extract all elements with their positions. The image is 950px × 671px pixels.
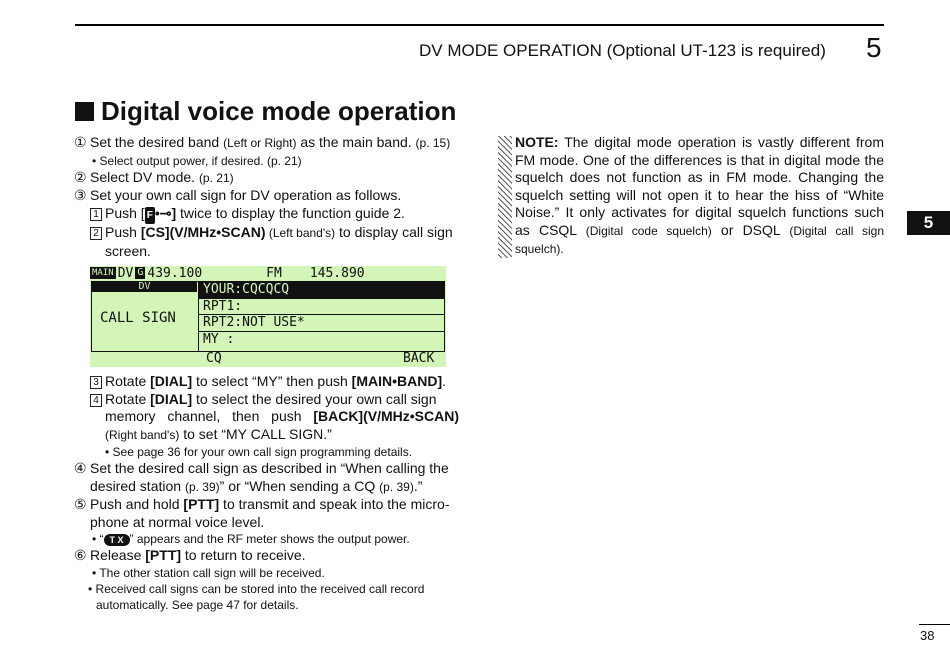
lcd-right-freq: 145.890 xyxy=(309,265,365,281)
lcd-call-sign-panel xyxy=(91,281,445,352)
lcd-right-mode: FM xyxy=(266,265,282,281)
lcd-mode: DV xyxy=(117,265,134,281)
lcd-row-your: YOUR:CQCQCQ xyxy=(199,282,445,299)
footer-rule xyxy=(919,624,950,625)
instruction-column xyxy=(74,134,459,613)
step-5-cont: phone at normal voice level. xyxy=(90,513,265,530)
lcd-row-rpt2: RPT2:NOT USE* xyxy=(199,315,445,332)
step-2: ② Select DV mode. (p. 21) xyxy=(74,168,234,185)
step-4-cont: desired station (p. 39)” or “When sending a CQ (p. 39).” xyxy=(90,477,423,494)
step-3-2: 2 Push [CS](V/MHz•SCAN) (Left band's) to display call sign xyxy=(74,224,459,243)
chapter-title: DV MODE OPERATION (Optional UT-123 is required) xyxy=(419,41,826,60)
step-3-note: • See page 36 for your own call sign programming details. xyxy=(105,445,413,459)
lcd-main-indicator: MAIN xyxy=(92,268,114,278)
lcd-call-sign-rows xyxy=(198,282,445,351)
note-text: NOTE: The digital mode operation is vastly different from FM mode. One of the differences is that in digital mode the squelch does not function as in FM mode. Changing the squelch setting will not open it to hear the hiss of “White Noise.” It only activates for digital squelch functions such as CSQL (Digital code squelch) or DSQL (Digital call sign squelch). xyxy=(515,134,884,256)
tx-indicator-icon: T X xyxy=(104,534,130,546)
lcd-call-sign-label: CALL SIGN xyxy=(100,310,176,326)
lcd-g-indicator: G xyxy=(137,267,144,278)
step-3-4-cont2: (Right band's) to set “MY CALL SIGN.” xyxy=(105,425,332,442)
note-hatch-icon xyxy=(498,136,512,258)
lcd-status-bar xyxy=(90,266,446,280)
note-label: NOTE: xyxy=(515,134,559,150)
step-6-note-2: • Received call signs can be stored into the received call record automatically. See page 47 for details. xyxy=(88,581,425,612)
function-key-icon: F xyxy=(145,207,155,225)
step-3-4-cont: memory channel, then push [BACK](V/MHz•SCAN) xyxy=(105,408,459,424)
step-6-note-1: • The other station call sign will be received. xyxy=(92,565,325,580)
lcd-row-my: MY : xyxy=(203,331,235,347)
step-1-note: • Select output power, if desired. (p. 21) xyxy=(92,153,302,168)
lcd-left-freq: 439.100 xyxy=(147,265,203,281)
section-title: Digital voice mode operation xyxy=(101,96,457,126)
lcd-dv-tag: DV xyxy=(92,282,197,292)
chapter-side-tab: 5 xyxy=(907,211,950,235)
lcd-call-sign-screen xyxy=(90,266,446,367)
step-6: ⑥ Release [PTT] to return to receive. xyxy=(74,547,306,563)
step-5-note: • “ T X ” appears and the RF meter shows the output power. xyxy=(92,532,410,546)
chapter-number: 5 xyxy=(866,32,882,63)
step-3-1: 1 Push [ F •⊸] twice to display the function guide 2. xyxy=(74,205,459,225)
lcd-softkey-back: BACK xyxy=(403,351,435,366)
step-1: ① Set the desired band (Left or Right) as the main band. (p. 15) xyxy=(74,134,451,150)
page-number: 38 xyxy=(920,628,935,643)
step-4: ④ Set the desired call sign as described in “When calling the xyxy=(74,460,449,476)
lcd-softkey-cq: CQ xyxy=(206,351,222,366)
step-3-4: 4 Rotate [DIAL] to select the desired your own call sign xyxy=(74,391,459,409)
header-rule xyxy=(75,24,884,26)
square-bullet-icon xyxy=(75,102,94,121)
section-heading xyxy=(75,96,456,127)
step-5: ⑤ Push and hold [PTT] to transmit and speak into the micro- xyxy=(74,496,450,512)
step-3-2-cont: screen. xyxy=(105,242,151,259)
lcd-row-rpt1: RPT1: xyxy=(199,299,445,316)
step-3: ③ Set your own call sign for DV operation as follows. xyxy=(74,187,402,203)
step-3-3: 3 Rotate [DIAL] to select “MY” then push [MAIN•BAND]. xyxy=(74,373,459,391)
